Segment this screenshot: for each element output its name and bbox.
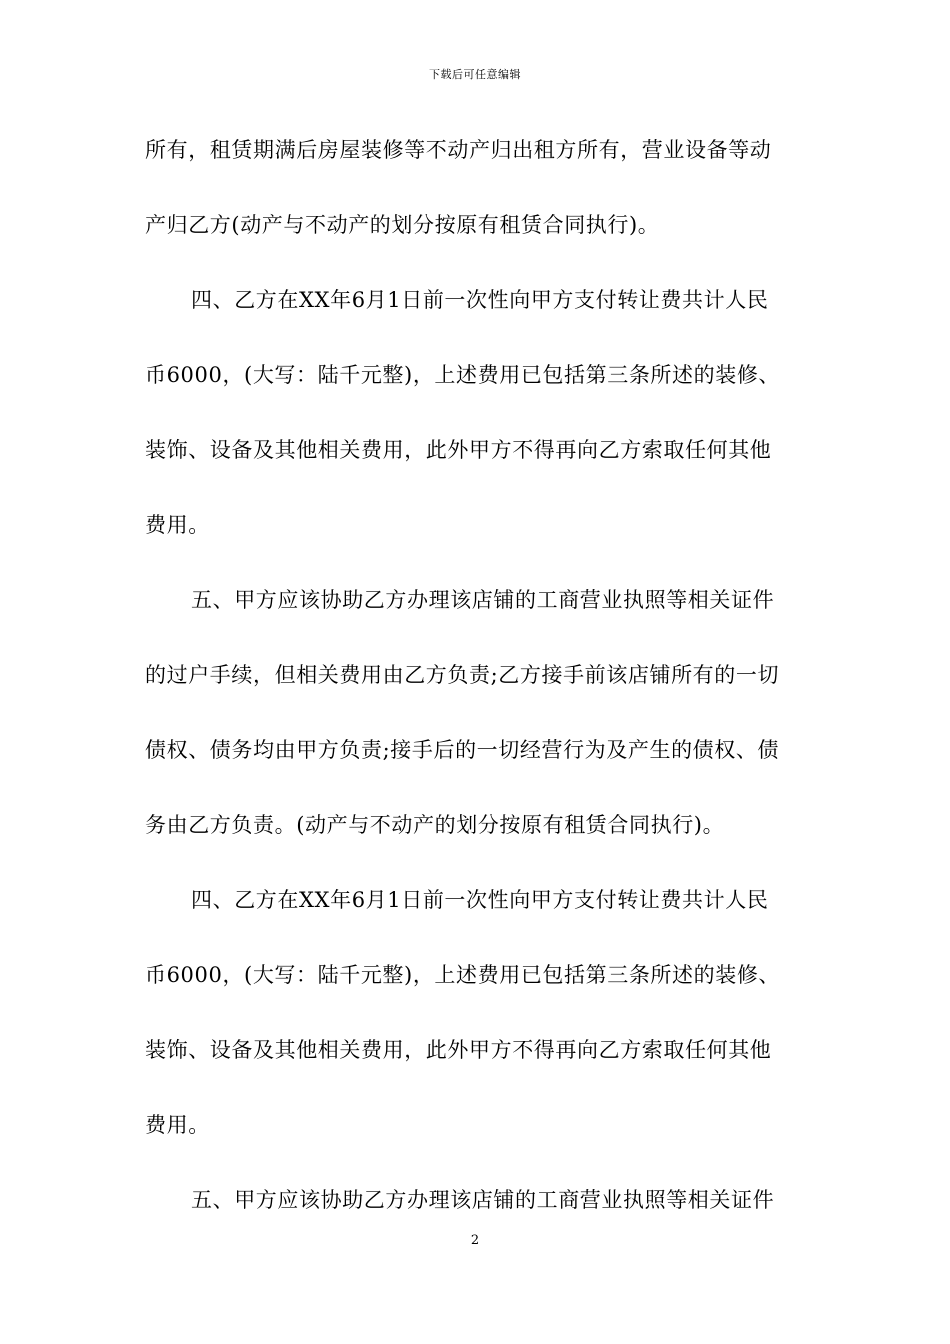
paragraph-start-line: 五、甲方应该协助乙方办理该店铺的工商营业执照等相关证件 — [191, 588, 775, 612]
body-line: 装饰、设备及其他相关费用，此外甲方不得再向乙方索取任何其他 — [145, 438, 772, 462]
page-number: 2 — [470, 1233, 480, 1248]
body-line: 币6000，(大写：陆千元整)，上述费用已包括第三条所述的装修、 — [145, 363, 781, 387]
document-body — [145, 131, 807, 1256]
body-line: 币6000，(大写：陆千元整)，上述费用已包括第三条所述的装修、 — [145, 963, 781, 987]
body-line: 务由乙方负责。(动产与不动产的划分按原有租赁合同执行)。 — [145, 813, 725, 837]
body-line: 费用。 — [145, 1113, 210, 1137]
body-line: 所有，租赁期满后房屋装修等不动产归出租方所有，营业设备等动 — [145, 138, 772, 162]
body-line: 产归乙方(动产与不动产的划分按原有租赁合同执行)。 — [145, 213, 660, 237]
paragraph-start-line: 四、乙方在XX年6月1日前一次性向甲方支付转让费共计人民 — [191, 288, 769, 312]
body-line: 债权、债务均由甲方负责;接手后的一切经营行为及产生的债权、债 — [145, 738, 780, 762]
paragraph-start-line: 五、甲方应该协助乙方办理该店铺的工商营业执照等相关证件 — [191, 1188, 775, 1212]
body-line: 费用。 — [145, 513, 210, 537]
paragraph-start-line: 四、乙方在XX年6月1日前一次性向甲方支付转让费共计人民 — [191, 888, 769, 912]
body-line: 装饰、设备及其他相关费用，此外甲方不得再向乙方索取任何其他 — [145, 1038, 772, 1062]
body-line: 的过户手续，但相关费用由乙方负责;乙方接手前该店铺所有的一切 — [145, 663, 780, 687]
page-header: 下载后可任意编辑 — [429, 68, 521, 81]
